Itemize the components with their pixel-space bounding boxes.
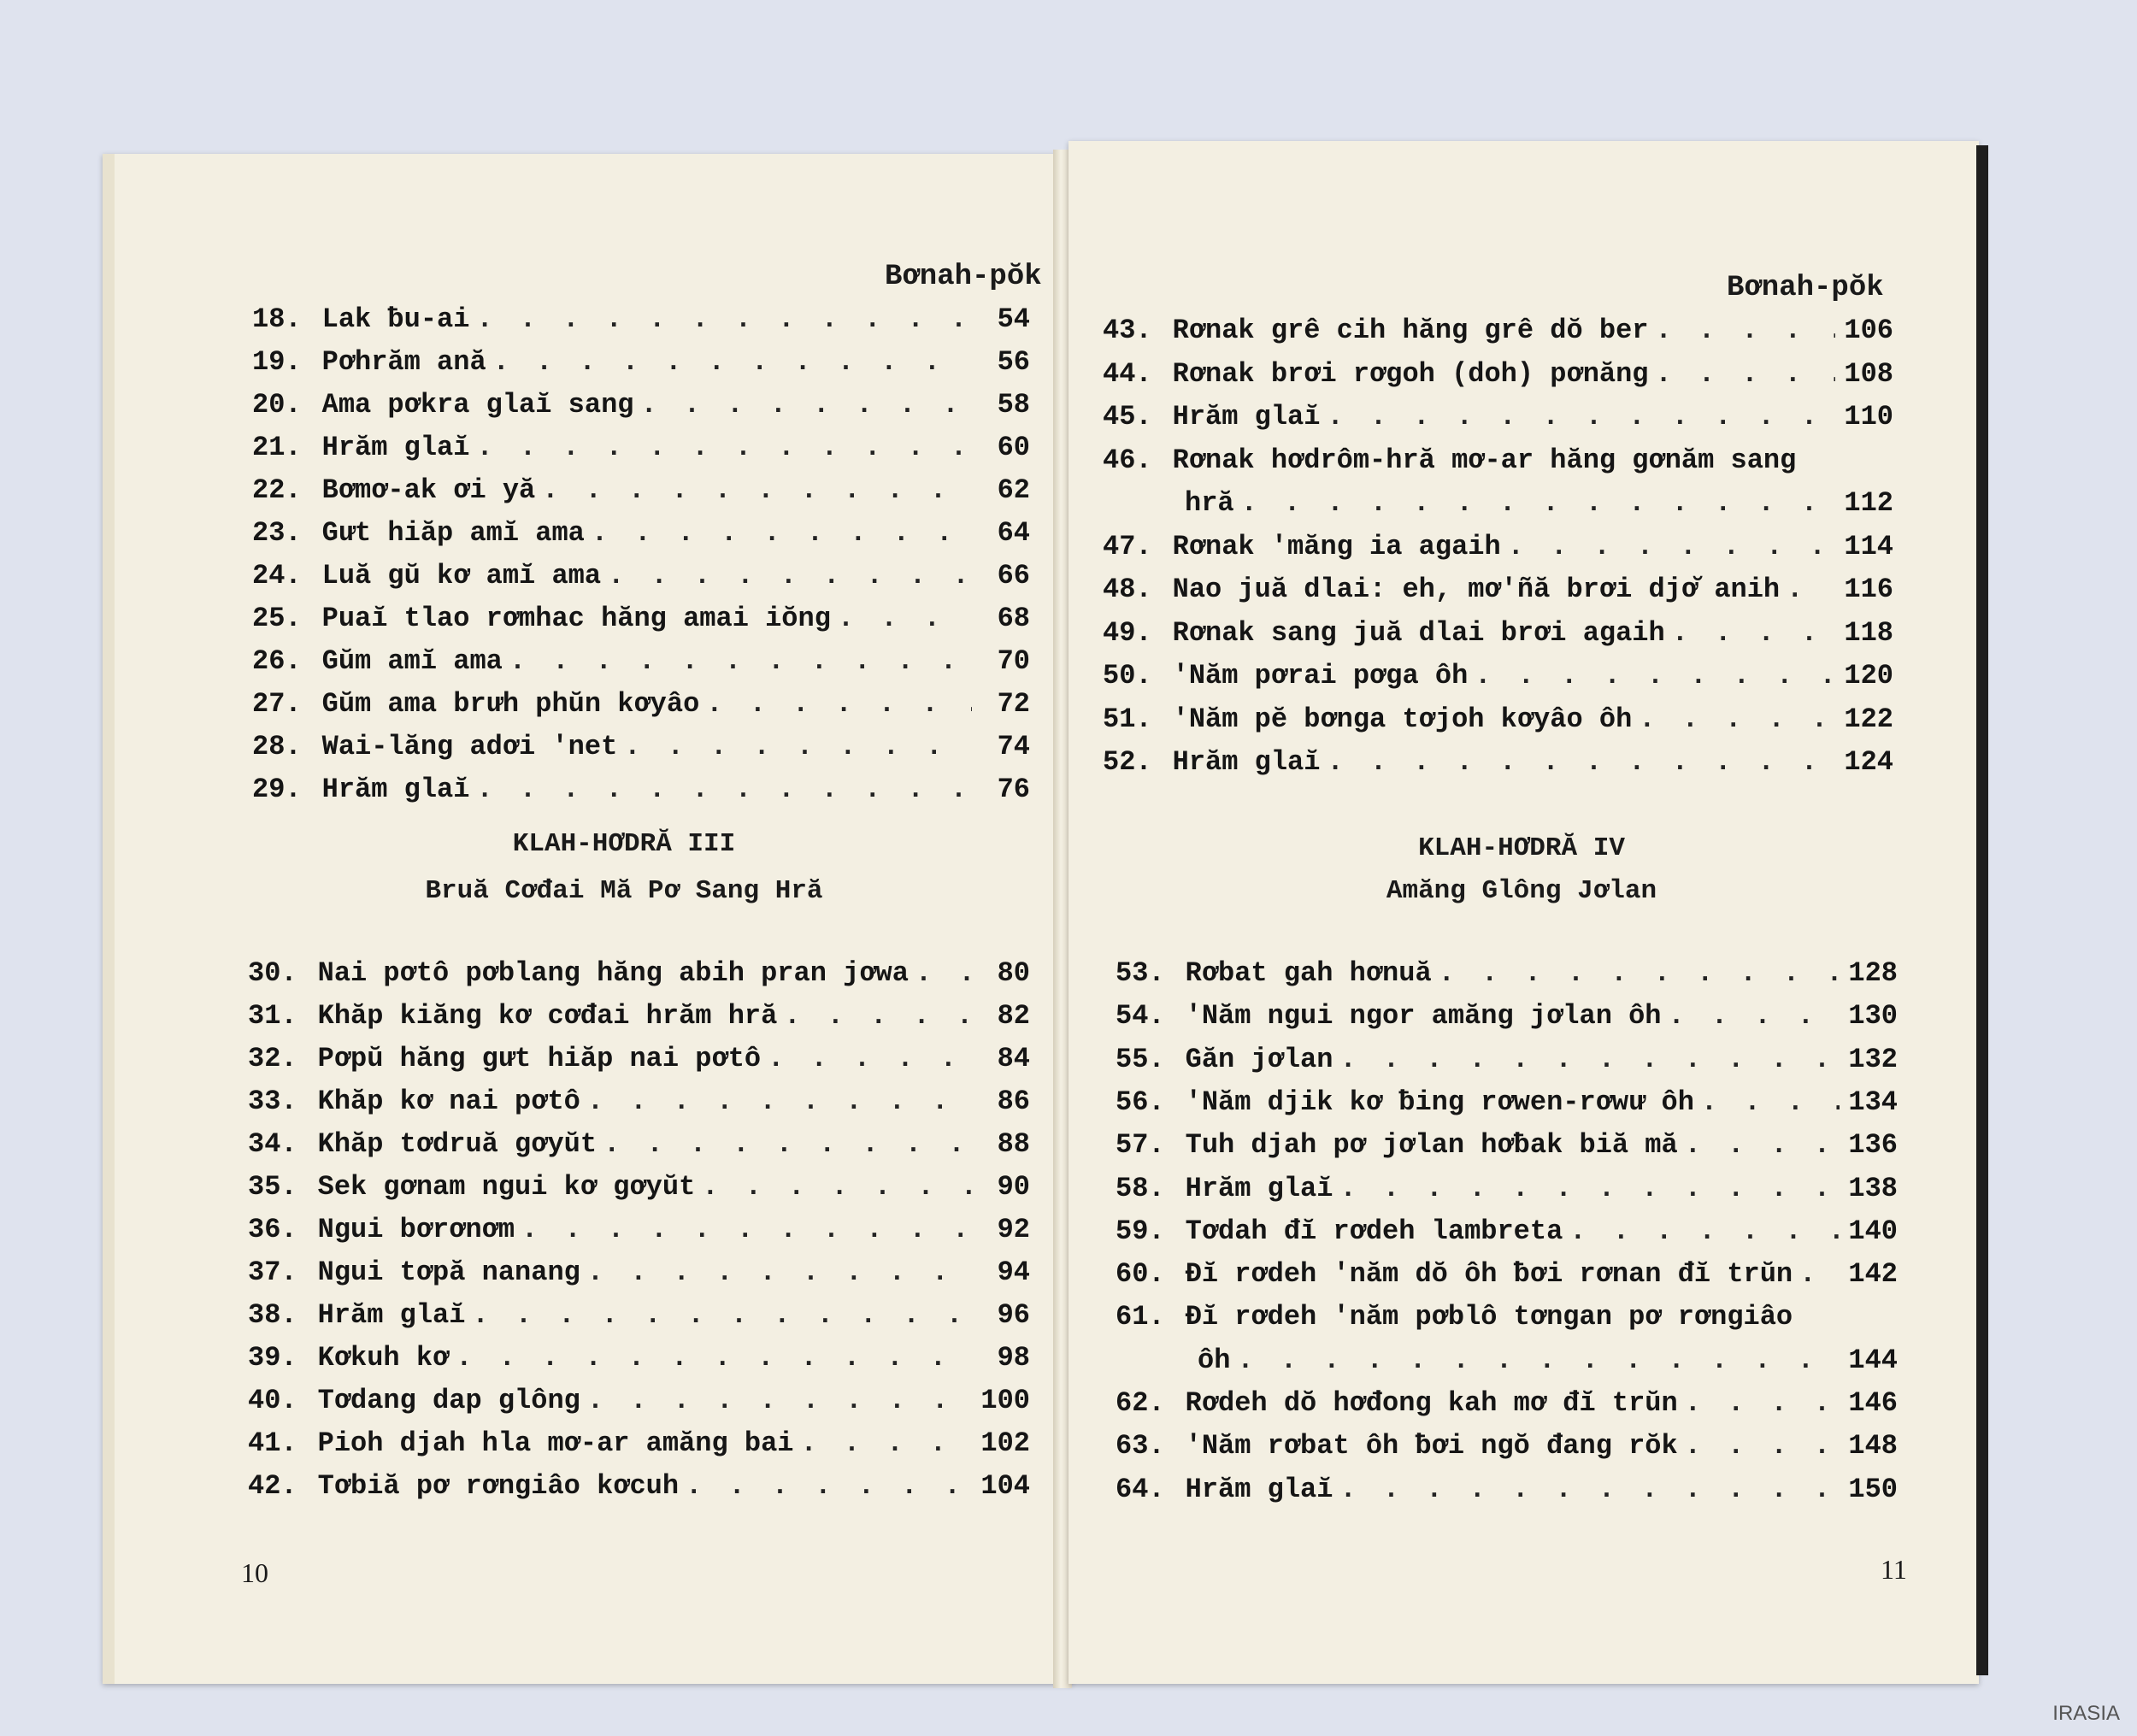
leader-dots bbox=[1508, 531, 1835, 562]
toc-entry-page: 70 bbox=[997, 645, 1030, 677]
leader-dots bbox=[768, 1043, 972, 1074]
toc-entry bbox=[1116, 1173, 1898, 1204]
toc-entry-title: Găn jơlan bbox=[1185, 1043, 1333, 1075]
toc-entry bbox=[252, 774, 1030, 805]
toc-entry bbox=[252, 432, 1030, 463]
toc-entry-page: 108 bbox=[1844, 357, 1893, 390]
toc-entry-title: Hrăm glaĭ bbox=[317, 1299, 466, 1331]
toc-entry-title: Khăp tơdruă gơyŭt bbox=[317, 1128, 598, 1160]
toc-entry-title: Rơnak sang juă dlai brơi agaih bbox=[1172, 616, 1665, 649]
leader-dots bbox=[838, 603, 972, 634]
toc-entry-title: Rơbat gah hơnuă bbox=[1185, 957, 1432, 989]
leader-dots bbox=[1475, 660, 1835, 691]
toc-entry-title: 'Năm djik kơ ƀing rơwen-rơwư ôh bbox=[1185, 1086, 1694, 1118]
left-page-number: 10 bbox=[241, 1557, 268, 1588]
leader-dots bbox=[587, 1086, 972, 1117]
toc-entry bbox=[248, 1256, 1030, 1288]
toc-entry bbox=[248, 1299, 1030, 1331]
toc-entry-number: 29. bbox=[252, 774, 302, 805]
leader-dots bbox=[1327, 746, 1835, 778]
toc-entry-number: 64. bbox=[1116, 1473, 1165, 1505]
toc-entry-page: 138 bbox=[1848, 1172, 1898, 1204]
toc-entry-number: 24. bbox=[252, 560, 302, 591]
toc-entry-title: ôh bbox=[1198, 1344, 1231, 1376]
toc-entry-page: 82 bbox=[997, 1000, 1030, 1032]
toc-entry-title: Pioh djah hla mơ-ar amăng bai bbox=[317, 1427, 794, 1459]
toc-entry-title: Hrăm glaĭ bbox=[321, 432, 470, 463]
toc-entry-number: 51. bbox=[1103, 703, 1152, 735]
toc-entry-number: 50. bbox=[1103, 660, 1152, 691]
toc-entry bbox=[1103, 358, 1893, 390]
right-section-subtitle: Amăng Glông Jơlan bbox=[1386, 876, 1657, 906]
toc-entry-page: 110 bbox=[1844, 401, 1893, 433]
toc-entry-title: Pơpŭ hăng gưt hiăp nai pơtô bbox=[317, 1043, 762, 1074]
toc-entry-title: Gŭm ama brưh phŭn kơyâo bbox=[321, 688, 700, 720]
toc-entry-page: 62 bbox=[997, 474, 1030, 506]
toc-entry-number: 42. bbox=[248, 1470, 297, 1502]
toc-entry-title: Nao juă dlai: eh, mơ'ñă brơi djơ̆ anih bbox=[1172, 574, 1781, 605]
leader-dots bbox=[608, 560, 972, 591]
toc-entry-title: Luă gŭ kơ amĭ ama bbox=[321, 560, 602, 591]
toc-entry-page: 134 bbox=[1848, 1086, 1898, 1118]
leader-dots bbox=[640, 389, 972, 421]
toc-entry-title: Đĭ rơdeh 'năm dŏ ôh ƀơi rơnan đĭ trŭn bbox=[1185, 1258, 1793, 1291]
toc-entry bbox=[248, 957, 1030, 989]
toc-entry-number: 22. bbox=[252, 474, 302, 506]
toc-entry-title: Khăp kiăng kơ cơđai hrăm hră bbox=[317, 1000, 778, 1032]
toc-entry-title: Khăp kơ nai pơtô bbox=[317, 1086, 580, 1117]
toc-entry bbox=[252, 346, 1030, 378]
toc-entry bbox=[1103, 617, 1893, 649]
toc-entry bbox=[1103, 574, 1893, 605]
leader-dots bbox=[493, 346, 972, 378]
toc-entry-title: Ngui tơpă nanang bbox=[317, 1256, 580, 1288]
toc-entry-page: 148 bbox=[1848, 1430, 1898, 1462]
toc-entry-title: Hrăm glaĭ bbox=[1185, 1473, 1333, 1505]
leader-dots bbox=[1656, 315, 1836, 346]
toc-entry-title: Hrăm glaĭ bbox=[321, 774, 470, 805]
toc-entry bbox=[248, 1470, 1030, 1502]
toc-entry-number: 56. bbox=[1116, 1086, 1165, 1118]
toc-entry-page: 68 bbox=[997, 603, 1030, 634]
toc-entry bbox=[1116, 1044, 1898, 1075]
toc-entry-page: 112 bbox=[1844, 487, 1893, 519]
toc-entry-number: 41. bbox=[248, 1427, 297, 1459]
toc-entry bbox=[1116, 1129, 1898, 1161]
leader-dots bbox=[1787, 574, 1835, 605]
toc-entry bbox=[1116, 1301, 1793, 1333]
toc-entry-number: 52. bbox=[1103, 746, 1152, 778]
toc-entry-number: 46. bbox=[1103, 444, 1152, 476]
toc-entry bbox=[248, 1128, 1030, 1160]
toc-entry-page: 64 bbox=[997, 517, 1030, 549]
leader-dots bbox=[1339, 1044, 1840, 1075]
toc-entry-page: 84 bbox=[997, 1043, 1030, 1074]
toc-entry-page: 144 bbox=[1848, 1344, 1898, 1376]
toc-entry-number: 38. bbox=[248, 1299, 297, 1331]
leader-dots bbox=[1685, 1387, 1840, 1419]
leader-dots bbox=[1327, 401, 1835, 433]
leader-dots bbox=[542, 474, 972, 506]
leader-dots bbox=[1339, 1474, 1840, 1505]
leader-dots bbox=[592, 517, 972, 549]
toc-entry-page: 60 bbox=[997, 432, 1030, 463]
toc-entry-number: 58. bbox=[1116, 1172, 1165, 1204]
toc-entry-page: 58 bbox=[997, 389, 1030, 421]
toc-entry bbox=[1103, 315, 1893, 346]
toc-entry bbox=[252, 688, 1030, 720]
toc-entry-title: hră bbox=[1185, 487, 1234, 519]
toc-entry-number: 31. bbox=[248, 1000, 297, 1032]
leader-dots bbox=[1672, 617, 1835, 649]
toc-entry-title: Đĭ rơdeh 'năm pơblô tơngan pơ rơngiâo bbox=[1185, 1301, 1793, 1333]
toc-entry-title: Lak ƀu-ai bbox=[321, 303, 470, 335]
toc-entry-page: 80 bbox=[997, 957, 1030, 989]
toc-entry-page: 100 bbox=[980, 1385, 1030, 1416]
toc-entry-page: 66 bbox=[997, 560, 1030, 591]
toc-entry-page: 94 bbox=[997, 1256, 1030, 1288]
toc-entry-number: 37. bbox=[248, 1256, 297, 1288]
toc-entry-number: 63. bbox=[1116, 1430, 1165, 1462]
toc-entry-number: 30. bbox=[248, 957, 297, 989]
toc-entry-page: 116 bbox=[1844, 574, 1893, 605]
leader-dots bbox=[1799, 1258, 1840, 1290]
toc-entry-number: 49. bbox=[1103, 616, 1152, 649]
toc-entry-page: 92 bbox=[997, 1214, 1030, 1245]
toc-entry-page: 104 bbox=[980, 1470, 1030, 1502]
leader-dots bbox=[1685, 1129, 1840, 1161]
toc-entry-page: 120 bbox=[1844, 660, 1893, 691]
leader-dots bbox=[801, 1427, 973, 1459]
toc-entry-number: 21. bbox=[252, 432, 302, 463]
toc-entry-number: 35. bbox=[248, 1171, 297, 1203]
toc-entry-page: 72 bbox=[997, 688, 1030, 720]
toc-entry-title: Ama pơkra glaĭ sang bbox=[321, 389, 634, 421]
toc-entry-page: 90 bbox=[997, 1171, 1030, 1203]
leader-dots bbox=[476, 774, 972, 805]
toc-entry-number: 36. bbox=[248, 1214, 297, 1245]
toc-entry-title: 'Năm rơbat ôh ƀơi ngŏ đang rŏk bbox=[1185, 1430, 1678, 1462]
toc-entry-number: 48. bbox=[1103, 574, 1152, 605]
toc-entry-page: 56 bbox=[997, 346, 1030, 378]
leader-dots bbox=[1656, 358, 1836, 390]
toc-entry-title: Rơnak brơi rơgoh (doh) pơnăng bbox=[1172, 357, 1649, 390]
leader-dots bbox=[587, 1256, 972, 1288]
toc-entry bbox=[1116, 1086, 1898, 1118]
toc-entry-page: 102 bbox=[980, 1427, 1030, 1459]
toc-entry-title: 'Năm pĕ bơnga tơjoh kơyâo ôh bbox=[1172, 703, 1633, 735]
toc-entry-number: 20. bbox=[252, 389, 302, 421]
toc-entry-number: 34. bbox=[248, 1128, 297, 1160]
leader-dots bbox=[476, 432, 972, 463]
toc-entry bbox=[248, 1043, 1030, 1074]
toc-entry-title: Nai pơtô pơblang hăng abih pran jơwa bbox=[317, 957, 909, 989]
toc-entry bbox=[248, 1427, 1030, 1459]
toc-entry-title: Tuh djah pơ jơlan hơƀak biă mă bbox=[1185, 1129, 1678, 1162]
toc-entry-title: 'Năm pơrai pơga ôh bbox=[1172, 660, 1469, 691]
leader-dots bbox=[1669, 1000, 1840, 1032]
toc-entry bbox=[248, 1385, 1030, 1416]
toc-entry-number: 53. bbox=[1116, 957, 1165, 989]
toc-entry-title: Hrăm glaĭ bbox=[1185, 1172, 1333, 1204]
toc-entry bbox=[252, 517, 1030, 549]
toc-entry-title: 'Năm ngui ngor amăng jơlan ôh bbox=[1185, 1000, 1662, 1033]
toc-entry bbox=[1103, 401, 1893, 433]
toc-entry-title: Rơnak grê cih hăng grê dŏ ber bbox=[1172, 315, 1649, 346]
toc-entry-page: 86 bbox=[997, 1086, 1030, 1117]
toc-entry bbox=[248, 1086, 1030, 1117]
toc-entry-number: 19. bbox=[252, 346, 302, 378]
toc-entry-number: 55. bbox=[1116, 1043, 1165, 1075]
toc-entry bbox=[1103, 660, 1893, 691]
toc-entry-page: 96 bbox=[997, 1299, 1030, 1331]
toc-entry-page: 114 bbox=[1844, 530, 1893, 562]
right-page-header: Bơnah-pŏk bbox=[1727, 272, 1884, 304]
leader-dots bbox=[1241, 487, 1835, 519]
watermark: IRASIA bbox=[2052, 1702, 2120, 1725]
left-section-subtitle: Bruă Cơđai Mă Pơ Sang Hră bbox=[425, 876, 823, 906]
toc-entry-page: 124 bbox=[1844, 746, 1893, 778]
toc-entry-page: 150 bbox=[1848, 1473, 1898, 1505]
toc-entry-page: 98 bbox=[997, 1342, 1030, 1374]
leader-dots bbox=[472, 1299, 972, 1331]
toc-entry-page: 132 bbox=[1848, 1043, 1898, 1075]
toc-entry-title: Hrăm glaĭ bbox=[1172, 401, 1321, 433]
toc-entry bbox=[252, 731, 1030, 762]
toc-entry bbox=[252, 560, 1030, 591]
toc-entry bbox=[1103, 746, 1893, 778]
toc-entry bbox=[252, 389, 1030, 421]
toc-entry-title: Tơbiă pơ rơngiâo kơcuh bbox=[317, 1470, 680, 1502]
toc-entry-page: 142 bbox=[1848, 1258, 1898, 1291]
toc-entry bbox=[252, 645, 1030, 677]
left-page-header: Bơnah-pŏk bbox=[885, 261, 1042, 293]
toc-entry-page: 130 bbox=[1848, 1000, 1898, 1033]
leader-dots bbox=[1439, 957, 1840, 989]
toc-entry-title: Gưt hiăp amĭ ama bbox=[321, 517, 585, 549]
toc-entry bbox=[248, 1214, 1030, 1245]
toc-entry-number: 47. bbox=[1103, 530, 1152, 562]
toc-entry-title: Rơnak hơdrôm-hră mơ-ar hăng gơnăm sang bbox=[1172, 444, 1797, 476]
toc-entry bbox=[1103, 444, 1796, 476]
toc-entry bbox=[1103, 531, 1893, 562]
toc-entry-page: 106 bbox=[1844, 315, 1893, 346]
toc-entry-number: 33. bbox=[248, 1086, 297, 1117]
toc-entry bbox=[252, 603, 1030, 634]
leader-dots bbox=[702, 1171, 972, 1203]
leader-dots bbox=[476, 303, 972, 335]
toc-entry-title: Pơhrăm ană bbox=[321, 346, 486, 378]
leader-dots bbox=[1237, 1345, 1840, 1376]
toc-entry bbox=[252, 474, 1030, 506]
toc-entry-number: 26. bbox=[252, 645, 302, 677]
toc-entry bbox=[248, 1342, 1030, 1374]
leader-dots bbox=[1339, 1173, 1840, 1204]
leader-dots bbox=[587, 1385, 972, 1416]
toc-entry-number: 39. bbox=[248, 1342, 297, 1374]
leader-dots bbox=[1639, 703, 1835, 735]
toc-entry bbox=[1116, 1430, 1898, 1462]
toc-entry-number: 54. bbox=[1116, 1000, 1165, 1033]
toc-entry bbox=[1116, 1387, 1898, 1419]
leader-dots bbox=[1569, 1215, 1840, 1247]
leader-dots bbox=[1701, 1086, 1840, 1118]
toc-entry-number: 44. bbox=[1103, 357, 1152, 390]
toc-entry bbox=[1116, 957, 1898, 989]
toc-entry-page: 136 bbox=[1848, 1129, 1898, 1162]
toc-entry bbox=[248, 1171, 1030, 1203]
toc-entry bbox=[252, 303, 1030, 335]
toc-entry-title: Hrăm glaĭ bbox=[1172, 746, 1321, 778]
toc-entry-page: 140 bbox=[1848, 1215, 1898, 1247]
toc-entry-title: Gŭm amĭ ama bbox=[321, 645, 503, 677]
toc-entry bbox=[1116, 1345, 1898, 1376]
toc-entry-title: Bơmơ-ak ơi yă bbox=[321, 474, 536, 506]
toc-entry-number: 23. bbox=[252, 517, 302, 549]
leader-dots bbox=[456, 1342, 972, 1374]
toc-entry-title: Kơkuh kơ bbox=[317, 1342, 450, 1374]
toc-entry-title: Puaĭ tlao rơmhac hăng amai iŏng bbox=[321, 603, 831, 634]
toc-entry-page: 88 bbox=[997, 1128, 1030, 1160]
toc-entry-number: 62. bbox=[1116, 1387, 1165, 1419]
leader-dots bbox=[521, 1214, 972, 1245]
toc-entry-number: 43. bbox=[1103, 315, 1152, 346]
toc-entry bbox=[1103, 487, 1893, 519]
leader-dots bbox=[686, 1470, 972, 1502]
toc-entry-title: Rơnak 'măng ia agaih bbox=[1172, 530, 1501, 562]
left-section-title: KLAH-HƠDRĂ III bbox=[512, 829, 736, 859]
toc-entry-page: 118 bbox=[1844, 616, 1893, 649]
toc-entry-title: Rơdeh dŏ hơđong kah mơ đĭ trŭn bbox=[1185, 1387, 1678, 1419]
toc-entry-title: Ngui bơrơnơm bbox=[317, 1214, 515, 1245]
toc-entry-number: 18. bbox=[252, 303, 302, 335]
toc-entry-number: 59. bbox=[1116, 1215, 1165, 1247]
toc-entry-number: 28. bbox=[252, 731, 302, 762]
leader-dots bbox=[1685, 1430, 1840, 1462]
toc-entry-number: 60. bbox=[1116, 1258, 1165, 1291]
leader-dots bbox=[624, 731, 972, 762]
toc-entry-number: 27. bbox=[252, 688, 302, 720]
leader-dots bbox=[784, 1000, 972, 1032]
toc-entry-number: 40. bbox=[248, 1385, 297, 1416]
toc-entry-page: 74 bbox=[997, 731, 1030, 762]
toc-entry-page: 54 bbox=[997, 303, 1030, 335]
toc-entry bbox=[1116, 1258, 1898, 1290]
toc-entry-number: 57. bbox=[1116, 1129, 1165, 1162]
leader-dots bbox=[915, 957, 972, 989]
toc-entry-page: 76 bbox=[997, 774, 1030, 805]
toc-entry-title: Tơdah đĭ rơdeh lambreta bbox=[1185, 1215, 1563, 1247]
leader-dots bbox=[509, 645, 972, 677]
toc-entry-title: Wai-lăng adơi 'net bbox=[321, 731, 618, 762]
toc-entry-number: 45. bbox=[1103, 401, 1152, 433]
right-page-number: 11 bbox=[1881, 1554, 1907, 1585]
right-section-title: KLAH-HƠDRĂ IV bbox=[1418, 833, 1625, 863]
toc-entry-title: Sek gơnam ngui kơ gơyŭt bbox=[317, 1171, 696, 1203]
toc-entry bbox=[248, 1000, 1030, 1032]
toc-entry bbox=[1116, 1000, 1898, 1032]
toc-entry bbox=[1116, 1474, 1898, 1505]
toc-entry-number: 25. bbox=[252, 603, 302, 634]
toc-entry bbox=[1116, 1215, 1898, 1247]
toc-entry bbox=[1103, 703, 1893, 735]
toc-entry-number: 61. bbox=[1116, 1301, 1165, 1333]
toc-entry-page: 128 bbox=[1848, 957, 1898, 989]
book-cover-edge bbox=[1976, 145, 1988, 1675]
toc-entry-number: 32. bbox=[248, 1043, 297, 1074]
leader-dots bbox=[706, 688, 972, 720]
toc-entry-page: 146 bbox=[1848, 1387, 1898, 1419]
toc-entry-page: 122 bbox=[1844, 703, 1893, 735]
toc-entry-title: Tơdang dap glông bbox=[317, 1385, 580, 1416]
leader-dots bbox=[603, 1128, 972, 1160]
